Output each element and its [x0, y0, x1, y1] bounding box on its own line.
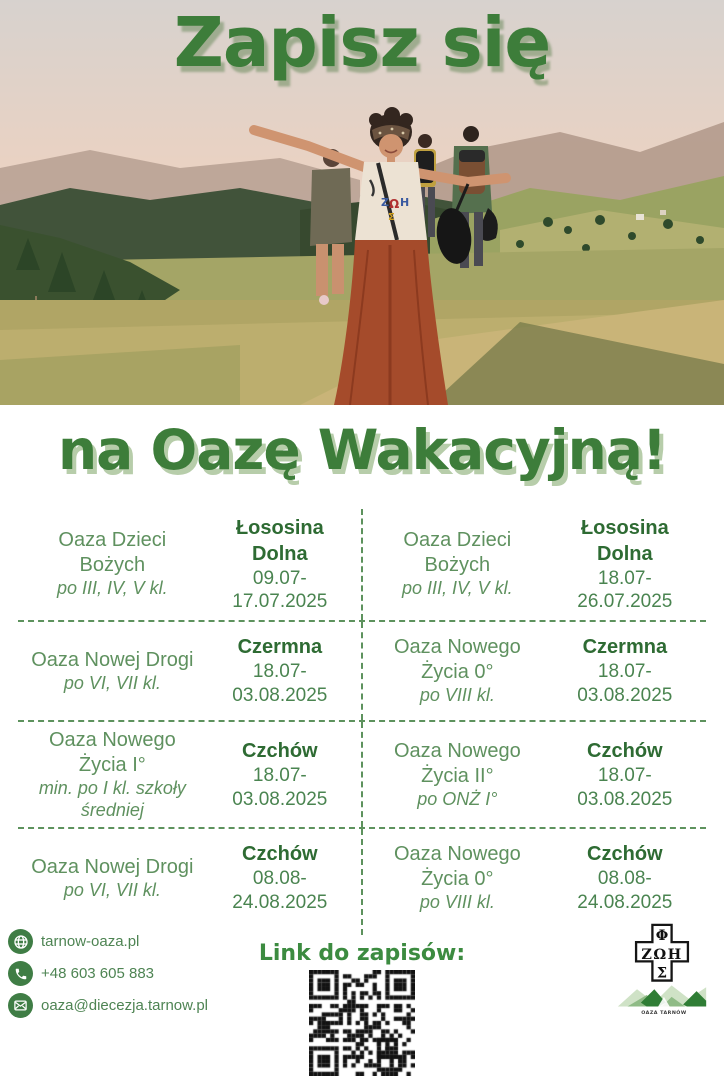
- camp-name: Oaza Nowego Życia 0°: [393, 843, 521, 891]
- camp-dates: 18.07-03.08.2025: [577, 764, 673, 810]
- header-photo: [0, 0, 724, 405]
- phone-icon: [8, 961, 33, 986]
- camp-place: Czermna: [237, 636, 323, 659]
- camp-cell: [18, 829, 363, 935]
- overlay-title: Zapisz się: [173, 3, 551, 83]
- camp-row-2: [18, 622, 706, 722]
- camp-dates: 08.08-24.08.2025: [577, 868, 673, 914]
- camp-row-4: [18, 829, 706, 935]
- contact-block: [8, 929, 208, 1018]
- camp-dates: 09.07-17.07.2025: [232, 567, 328, 613]
- email-text: oaza@diecezja.tarnow.pl: [41, 997, 208, 1014]
- camp-row-3: [18, 722, 706, 829]
- svg-text:Ω: Ω: [389, 197, 400, 211]
- camp-place: Czchów: [242, 843, 318, 866]
- camp-dates: 18.07-03.08.2025: [232, 764, 328, 810]
- contact-email[interactable]: [8, 993, 208, 1018]
- camp-name: Oaza Dzieci Bożych: [403, 529, 512, 577]
- main-title: na Oazę Wakacyjną!: [58, 418, 666, 482]
- camp-name: Oaza Dzieci Bożych: [58, 529, 167, 577]
- camp-cell: [363, 509, 706, 621]
- camp-place: Czchów: [587, 739, 663, 762]
- camps-grid: [18, 509, 706, 936]
- svg-text:Σ: Σ: [388, 212, 395, 223]
- camp-place: Czermna: [582, 636, 668, 659]
- camp-dates: 18.07-03.08.2025: [577, 661, 673, 706]
- camp-grade: po ONŻ I°: [417, 788, 498, 809]
- logo-caption: OAZA TARNÓW: [641, 1011, 687, 1017]
- foska-cross-icon: [614, 922, 710, 1018]
- camp-dates: 18.07-26.07.2025: [577, 567, 673, 613]
- camp-cell: [363, 829, 706, 935]
- svg-text:Φ: Φ: [655, 927, 669, 945]
- globe-icon: [8, 929, 33, 954]
- camp-grade: po VIII kl.: [419, 892, 495, 913]
- envelope-icon: [8, 993, 33, 1018]
- phone-text: +48 603 605 883: [41, 965, 155, 982]
- camp-cell: [363, 722, 706, 827]
- contact-website[interactable]: [8, 929, 208, 954]
- camp-name: Oaza Nowego Życia I°: [48, 729, 176, 776]
- camp-dates: 08.08-24.08.2025: [232, 868, 328, 914]
- camp-name: Oaza Nowej Drogi: [31, 855, 194, 878]
- camp-dates: 18.07-03.08.2025: [232, 661, 328, 706]
- camp-cell: [363, 622, 706, 720]
- qr-code[interactable]: [309, 970, 415, 1076]
- camp-grade: po VIII kl.: [419, 685, 495, 706]
- oaza-tarnow-logo: [614, 922, 710, 1018]
- camp-place: Czchów: [242, 739, 318, 762]
- camp-grade: po III, IV, V kl.: [56, 578, 168, 599]
- camp-cell: [18, 622, 363, 720]
- website-text: tarnow-oaza.pl: [41, 933, 140, 950]
- camp-name: Oaza Nowego Życia 0°: [393, 636, 521, 684]
- camp-place: Czchów: [587, 843, 663, 866]
- camp-place: Łososina Dolna: [235, 516, 324, 565]
- svg-text:Η: Η: [400, 196, 410, 209]
- camp-cell: [18, 509, 363, 621]
- signup-heading: Link do zapisów:: [258, 941, 466, 967]
- camp-place: Łososina Dolna: [580, 516, 669, 565]
- camp-cell: [18, 722, 363, 827]
- svg-text:Ζ: Ζ: [381, 196, 389, 209]
- camp-grade: min. po I kl. szkoły średniej: [38, 778, 186, 820]
- camp-name: Oaza Nowej Drogi: [31, 648, 194, 671]
- camp-row-1: [18, 509, 706, 623]
- svg-text:ΖΩΗ: ΖΩΗ: [641, 945, 683, 963]
- camp-name: Oaza Nowego Życia II°: [393, 739, 521, 787]
- contact-phone[interactable]: [8, 961, 208, 986]
- camp-grade: po III, IV, V kl.: [401, 578, 513, 599]
- camp-grade: po VI, VII kl.: [63, 672, 161, 693]
- svg-text:Σ: Σ: [656, 964, 668, 982]
- camp-grade: po VI, VII kl.: [63, 879, 161, 900]
